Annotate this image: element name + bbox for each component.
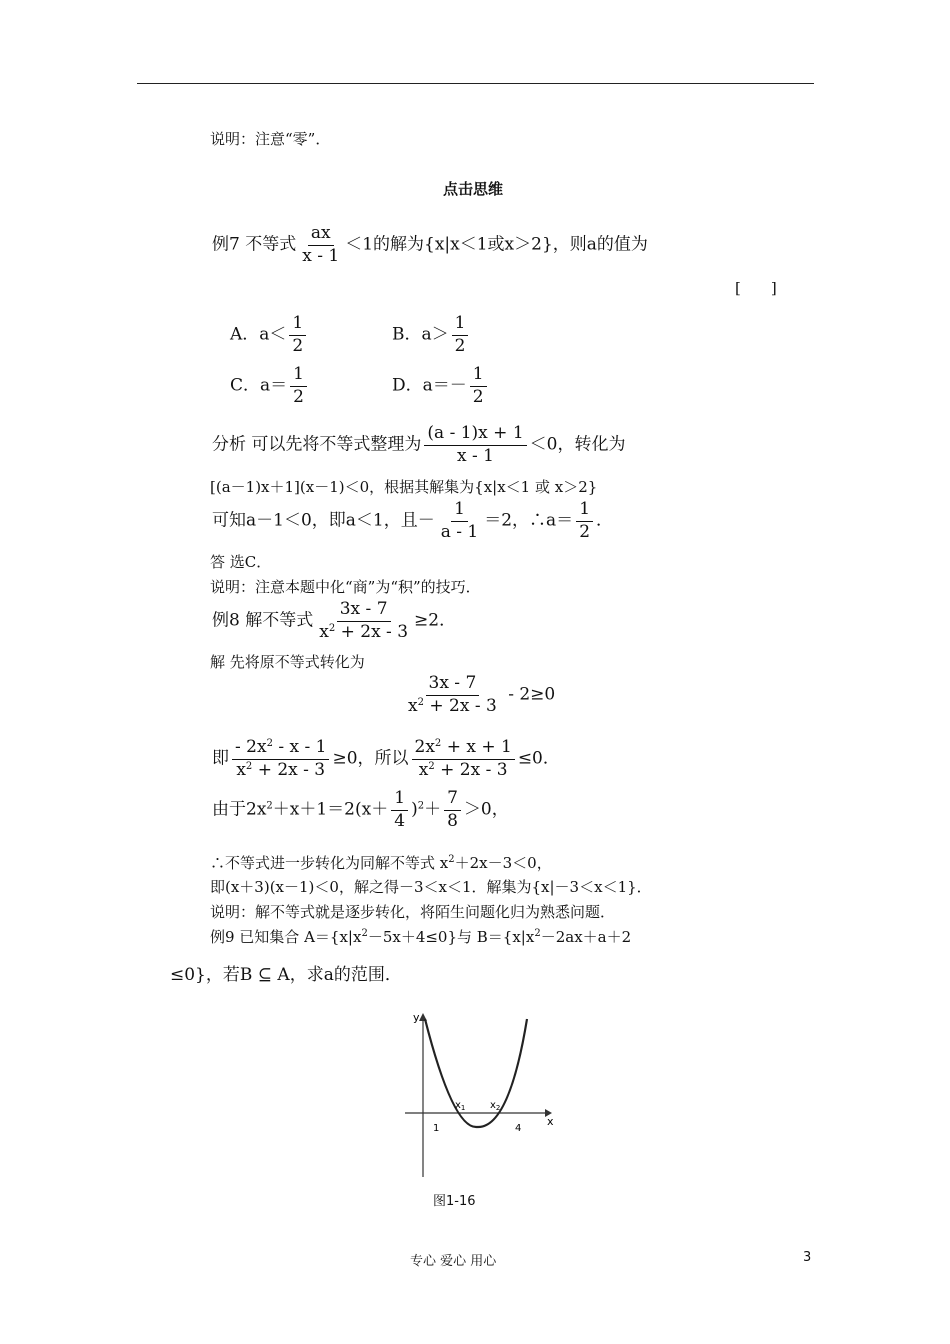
ex8-line3: 说明：解不等式就是逐步转化，将陌生问题化归为熟悉问题． (210, 903, 616, 921)
ex7-answer: 答 选C． (210, 553, 272, 571)
x2-label: $x_2$ (490, 1100, 501, 1112)
section-title: 点击思维 (443, 180, 504, 198)
page-number: 3 (803, 1250, 812, 1265)
tick-4-label: 4 (515, 1123, 522, 1134)
option-b: B．a＞ $\frac{1}{2}$ (392, 314, 471, 356)
ex7-analysis-line3: 可知a－1＜0，即a＜1，且－ $\frac{1}{a - 1}$ ＝2，∴a＝ $\frac{1}{2}$ ． (212, 499, 614, 542)
ex8-statement: 例8 解不等式 $\frac{3x - 7}{x^2 + 2x - 3}$ ≥2． (212, 599, 457, 642)
answer-bracket: [ ] (735, 279, 777, 297)
figure-caption: 图1-16 (433, 1194, 476, 1209)
ex9-line1: 例9 已知集合 $A=\{x|x^2-5x+4\le 0\}$与 $B=\{x|x^2-2ax+a+2$ (210, 928, 632, 946)
ex7-analysis-line2: [(a－1)x＋1](x－1)＜0，根据其解集为{x|x＜1 或 x＞2} (210, 478, 598, 496)
ex7-note: 说明：注意本题中化“商”为“积”的技巧． (210, 578, 481, 596)
footer-center: 专心 爱心 用心 (410, 1254, 497, 1269)
ex7-statement (212, 224, 648, 266)
option-c: C．a＝ $\frac{1}{2}$ (230, 365, 310, 407)
ex7-analysis: 分析 可以先将不等式整理为 $\frac{(a - 1)x + 1}{x - 1}$ ＜0，转化为 (212, 423, 626, 466)
option-d: D．a＝－ $\frac{1}{2}$ (392, 365, 490, 407)
ex8-center-expr: $\frac{3x - 7}{x^2 + 2x - 3}$ - 2≥0 (408, 673, 556, 716)
option-a: A．a＜ $\frac{1}{2}$ (230, 314, 309, 356)
parabola-curve (425, 1019, 527, 1127)
parabola-figure (395, 1005, 565, 1185)
ex7-label: 例7 不等式 (212, 234, 297, 255)
ex8-line2: 即(x＋3)(x－1)＜0，解之得－3＜x＜1．解集为{x|－3＜x＜1}． (210, 878, 652, 896)
ex7-fraction: $\frac{ax}{x - 1}$ (302, 223, 340, 266)
ex8-step2: 即 $\frac{- 2x^2 - x - 1}{x^2 + 2x - 3}$ ≥0，所以 $\frac{2x^2 + x + 1}{x^2 + 2x - 3}$ ≤0． (212, 737, 560, 780)
ex9-line2: ≤0}，若B ⊆ A，求a的范围． (170, 965, 402, 985)
header-rule (137, 83, 814, 84)
ex8-solution-intro: 解 先将原不等式转化为 (210, 653, 365, 671)
y-label: y (413, 1011, 420, 1024)
ex8-line1: ∴不等式进一步转化为同解不等式 $x^2+2x-3<0$， (210, 854, 552, 872)
tick-1-label: 1 (433, 1123, 440, 1134)
ex8-step3: 由于$2x^2+x+1=2(x+$ $\frac{1}{4}$ )$^2$＋ $\frac{7}{8}$ ＞0， (212, 788, 509, 831)
note-zero: 说明：注意“零”． (210, 130, 331, 148)
ex7-rest: ＜1的解为{x|x＜1或x＞2}，则a的值为 (345, 234, 648, 255)
x-label: x (547, 1115, 554, 1128)
x1-label: $x_1$ (455, 1100, 466, 1112)
